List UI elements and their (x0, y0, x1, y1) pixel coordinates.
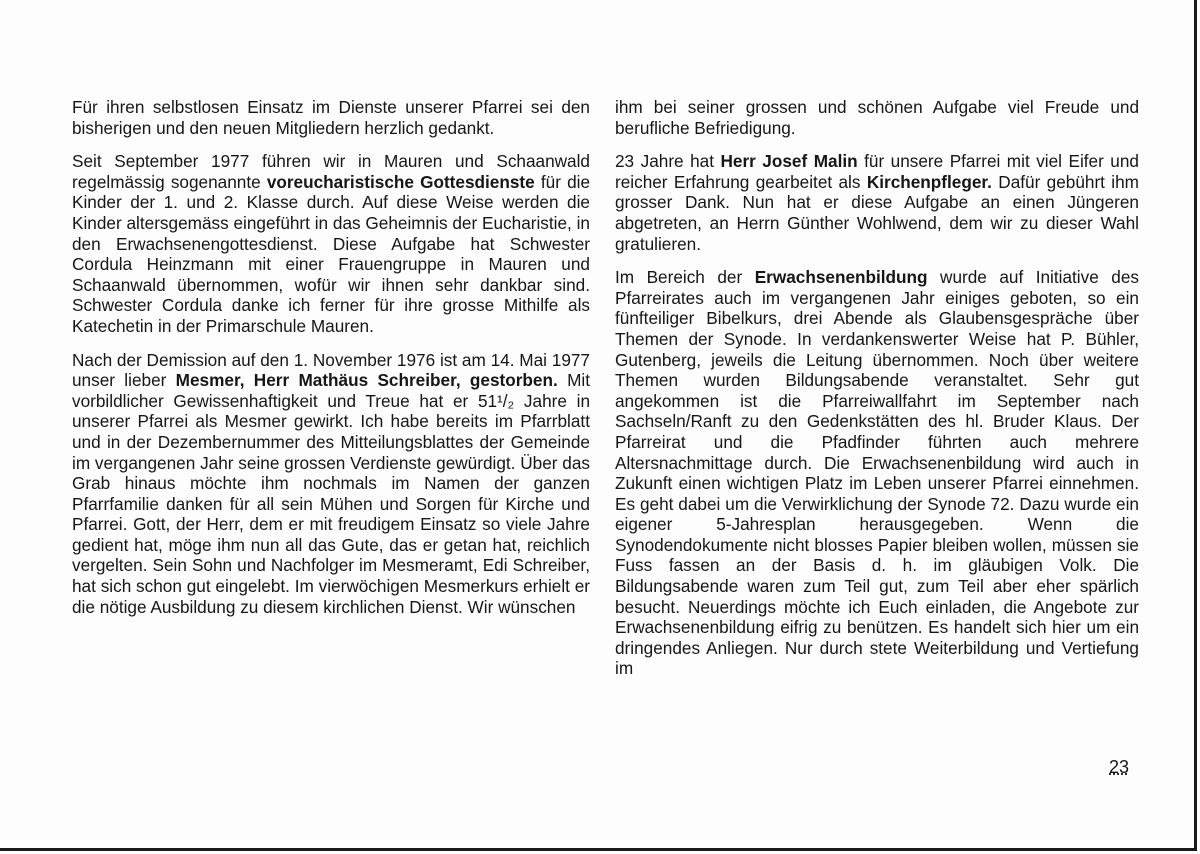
paragraph: Seit September 1977 führen wir in Mauren und Schaanwald regelmässig sogenannte voreucharistische Gottesdienste für die Kinder der 1. und 2. Klasse durch. Auf diese Weise werden die Kinder altersgemäss eingeführt in das Geheimnis der Eucharistie, in den Erwachsenengottesdienst. Diese Aufgabe hat Schwester Cordula Heinzmann mit einer Frauengruppe in Mauren und Schaanwald übernommen, wofür wir ihnen sehr dankbar sind. Schwester Cordula danke ich ferner für ihre grosse Mithilfe als Katechetin in der Primarschule Mauren. (72, 151, 591, 336)
paragraph: Nach der Demission auf den 1. November 1976 ist am 14. Mai 1977 unser lieber Mesmer, Herr Mathäus Schreiber, gestorben. Mit vorbildlicher Gewissenhaftigkeit und Treue hat er 51¹/₂ Jahre in unserer Pfarrei als Mesmer gewirkt. Ich habe bereits im Pfarrblatt und in der Dezembernummer des Mitteilungsblattes der Gemeinde im vergangenen Jahr seine grossen Verdienste gewürdigt. Über das Grab hinaus möchte ihm nochmals im Namen der ganzen Pfarrfamilie danken für all sein Mühen und Sorgen für Kirche und Pfarrei. Gott, der Herr, dem er mit freudigem Einsatz so viele Jahre gedient hat, möge ihm nun all das Gute, das er getan hat, reichlich vergelten. Sein Sohn und Nachfolger im Mesmeramt, Edi Schreiber, hat sich schon gut eingelebt. Im vierwöchigen Mesmerkurs erhielt er die nötige Ausbildung zu diesem kirchlichen Dienst. Wir wünschen (72, 349, 590, 617)
bold-term: Mesmer, Herr Mathäus Schreiber, gestorben. (175, 370, 558, 391)
paragraph: 23 Jahre hat Herr Josef Malin für unsere Pfarrei mit viel Eifer und reicher Erfahrung gearbeitet als Kirchenpfleger. Dafür gebührt ihm grosser Dank. Nun hat er diese Aufgabe an einen Jüngeren abgetreten, an Herrn Günther Wohlwend, dem wir zu dieser Wahl gratulieren. (615, 151, 1139, 254)
bold-term: voreucharistische Gottesdienste (266, 171, 535, 192)
bold-term: Kirchenpfleger. (866, 171, 992, 192)
right-column (615, 97, 1139, 692)
bold-term: Herr Josef Malin (720, 151, 858, 172)
paragraph: ihm bei seiner grossen und schönen Aufgabe viel Freude und berufliche Befriedigung. (615, 97, 1139, 138)
page-number: 23 (1109, 757, 1130, 777)
bold-term: Erwachsenenbildung (754, 267, 928, 288)
paragraph: Für ihren selbstlosen Einsatz im Dienste unserer Pfarrei sei den bisherigen und den neuen Mitgliedern herzlich gedankt. (72, 97, 590, 138)
left-column (72, 97, 590, 630)
paragraph: Im Bereich der Erwachsenenbildung wurde auf Initiative des Pfarreirates auch im vergangenen Jahr einiges geboten, so ein fünfteiliger Bibelkurs, drei Abende als Glaubensgespräche über Themen der Synode. In verdankenswerter Weise hat P. Bühler, Gutenberg, jeweils die Leitung übernommen. Noch über weitere Themen wurden Bildungsabende veranstaltet. Sehr gut angekommen ist die Pfarreiwallfahrt im September nach Sachseln/Ranft zu den Gedenkstätten des hl. Bruder Klaus. Der Pfarreirat und die Pfadfinder führten auch mehrere Altersnachmittage durch. Die Erwachsenenbildung wird auch in Zukunft einen wichtigen Platz im Leben unserer Pfarrei einnehmen. Es geht dabei um die Verwirklichung der Synode 72. Dazu wurde ein eigener 5-Jahresplan herausgegeben. Wenn die Synodendokumente nicht blosses Papier bleiben wollen, müssen sie Fuss fassen an der Basis d. h. im gläubigen Volk. Die Bildungsabende waren zum Teil gut, zum Teil aber eher spärlich besucht. Neuerdings möchte ich Euch einladen, die Angebote zur Erwachsenenbildung eifrig zu benützen. Es handelt sich hier um ein dringendes Anliegen. Nur durch stete Weiterbildung und Vertiefung im (615, 267, 1139, 679)
